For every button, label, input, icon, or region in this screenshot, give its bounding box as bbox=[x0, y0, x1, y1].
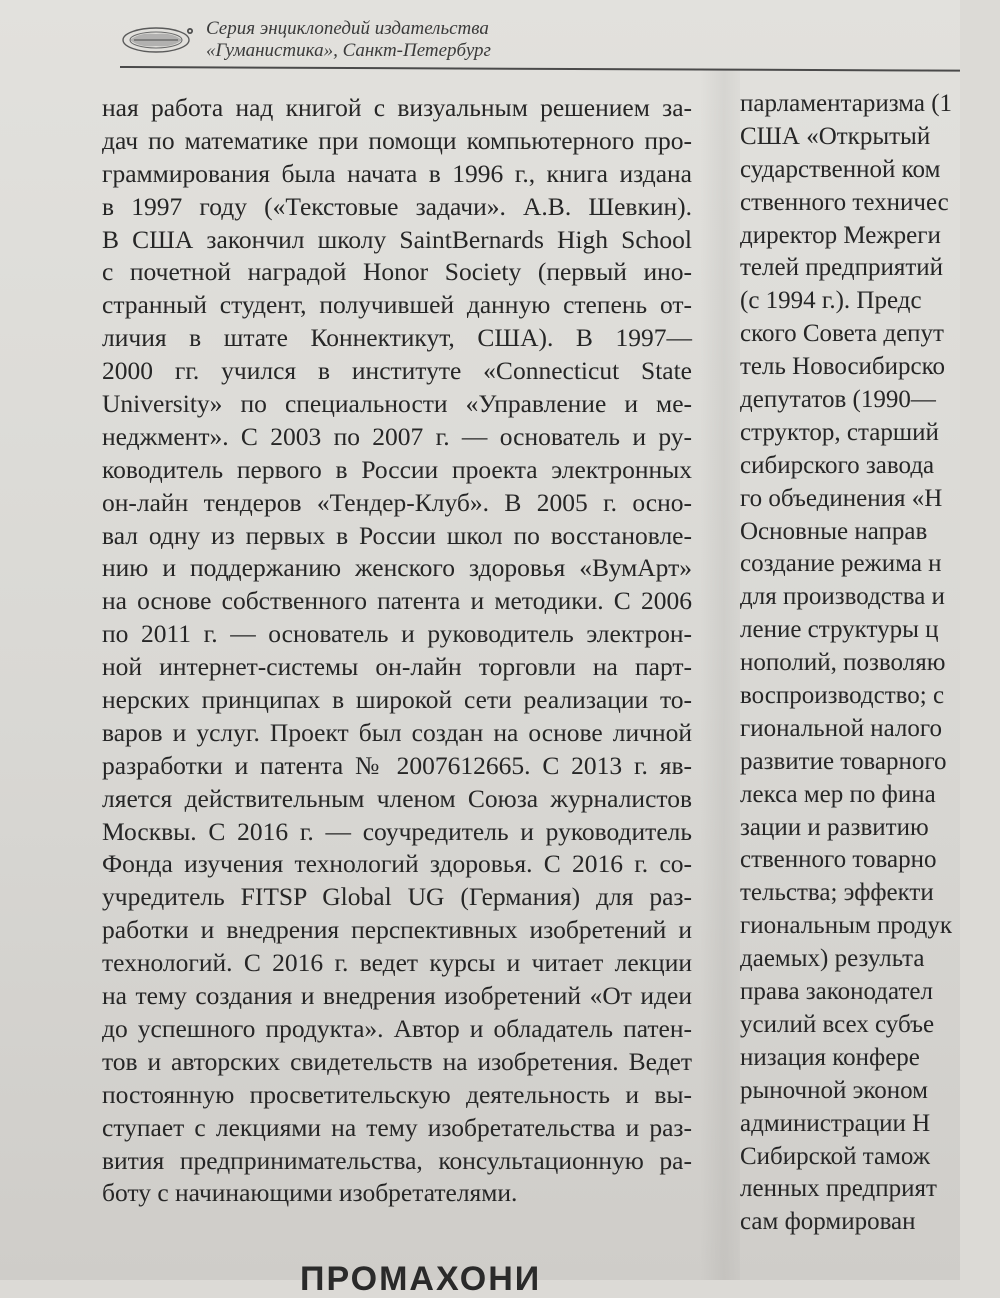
left-text-column bbox=[102, 92, 702, 1210]
text-line: с почетной наградой Honor Society (первый ино- bbox=[102, 257, 692, 287]
text-line: лекса мер по фина bbox=[740, 780, 936, 808]
text-line: учредитель FITSP Global UG (Германия) для раз- bbox=[102, 882, 692, 912]
text-line: права законодател bbox=[740, 978, 933, 1006]
text-line: воспроизводство; с bbox=[740, 682, 945, 710]
text-line: на основе собственного патента и методики. С 2006 bbox=[102, 586, 692, 616]
text-line: США «Открытый bbox=[740, 122, 931, 150]
text-line: вал одну из первых в России школ по восстановле- bbox=[102, 520, 692, 550]
text-line: для производства и bbox=[740, 583, 945, 611]
text-line: низация конфере bbox=[740, 1043, 920, 1071]
text-line: депутатов (1990— bbox=[740, 386, 936, 414]
text-line: В США закончил школу SaintBernards High School bbox=[102, 224, 692, 254]
text-line: University» по специальности «Управление и ме- bbox=[102, 389, 692, 419]
text-line: сам формирован bbox=[740, 1208, 916, 1236]
text-line: ная работа над книгой с визуальным решением за- bbox=[102, 93, 692, 122]
text-line: граммирования была начата в 1996 г., книга издана bbox=[102, 158, 692, 188]
text-line: администрации Н bbox=[740, 1109, 931, 1137]
text-line: тель Новосибирско bbox=[740, 353, 946, 381]
text-line: разработки и патента № 2007612665. С 2013 г. яв- bbox=[102, 750, 692, 780]
text-line: зации и развитию bbox=[740, 813, 929, 841]
text-line: неджмент». С 2003 по 2007 г. — основатель и ру- bbox=[102, 421, 692, 451]
header-rule bbox=[120, 66, 960, 72]
text-line: он-лайн тендеров «Тендер-Клуб». В 2005 г. осно- bbox=[102, 487, 692, 517]
text-line: создание режима н bbox=[740, 550, 942, 578]
series-line-1: Серия энциклопедий издательства bbox=[206, 18, 489, 39]
text-line: боту с начинающими изобретателями. bbox=[102, 1178, 518, 1208]
text-line: Фонда изучения технологий здоровья. С 2016 г. со- bbox=[102, 849, 692, 879]
text-line: технологий. С 2016 г. ведет курсы и читает лекции bbox=[102, 948, 692, 978]
text-line: сибирского завода bbox=[740, 451, 935, 479]
text-line: работки и внедрения перспективных изобретений и bbox=[102, 915, 692, 945]
text-line: на тему создания и внедрения изобретений «От идеи bbox=[102, 981, 692, 1011]
text-line: гиональной налого bbox=[740, 714, 943, 742]
text-line: рыночной эконом bbox=[740, 1076, 928, 1104]
text-line: ление структуры ц bbox=[740, 616, 939, 644]
page-header bbox=[120, 14, 540, 64]
text-line: личия в штате Коннектикут, США). В 1997— bbox=[102, 323, 692, 353]
text-line: нию и поддержанию женского здоровья «ВумАрт» bbox=[102, 553, 692, 583]
text-line: постоянную просветительскую деятельность и вы- bbox=[102, 1079, 692, 1109]
text-line: ленных предприят bbox=[740, 1175, 937, 1203]
text-line: даемых) результа bbox=[740, 945, 925, 973]
text-line: структор, старший bbox=[740, 418, 939, 446]
text-line: ского Совета депут bbox=[740, 320, 944, 348]
text-line: гиональным продук bbox=[740, 912, 952, 940]
text-line: ляется действительным членом Союза журналистов bbox=[102, 783, 692, 813]
text-line: нополий, позволяю bbox=[740, 649, 946, 677]
text-line: сударственной ком bbox=[740, 155, 941, 183]
text-line: ководитель первого в России проекта электронных bbox=[102, 454, 692, 484]
text-line: тов и авторских свидетельств на изобретения. Ведет bbox=[102, 1046, 692, 1076]
text-line: ственного техничес bbox=[740, 188, 949, 216]
text-line: ной интернет-системы он-лайн торговли на парт- bbox=[102, 652, 692, 682]
text-line: (с 1994 г.). Предс bbox=[740, 287, 922, 315]
text-line: Основные направ bbox=[740, 517, 928, 545]
text-line: нерских принципах в широкой сети реализации то- bbox=[102, 685, 692, 715]
text-line: ступает с лекциями на тему изобретательства и раз- bbox=[102, 1112, 692, 1142]
ornament-logo-icon bbox=[120, 22, 198, 56]
heading-fragment: ПРОМАХОНИ bbox=[300, 1260, 542, 1298]
text-line: Москвы. С 2016 г. — соучредитель и руководитель bbox=[102, 816, 692, 846]
text-line: развитие товарного bbox=[740, 747, 947, 775]
text-line: 2000 гг. учился в институте «Connecticut State bbox=[102, 356, 692, 386]
cropped-heading bbox=[300, 1260, 700, 1298]
page-gutter-shadow bbox=[700, 70, 740, 1280]
text-line: парламентаризма (1 bbox=[740, 90, 953, 117]
text-line: усилий всех субъе bbox=[740, 1010, 935, 1038]
text-line: вития предпринимательства, консультационную ра- bbox=[102, 1145, 692, 1175]
right-text-column bbox=[740, 88, 1000, 1239]
text-line: варов и услуг. Проект был создан на основе личной bbox=[102, 717, 692, 747]
text-line: го объединения «Н bbox=[740, 484, 943, 512]
text-line: директор Межреги bbox=[740, 221, 941, 249]
text-line: в 1997 году («Текстовые задачи». А.В. Шевкин). bbox=[102, 191, 692, 221]
text-line: ственного товарно bbox=[740, 846, 937, 874]
text-line: Сибирской тамож bbox=[740, 1142, 931, 1170]
text-line: странный студент, получившей данную степень от- bbox=[102, 290, 692, 320]
text-line: телей предприятий bbox=[740, 254, 944, 282]
text-line: до успешного продукта». Автор и обладатель патен- bbox=[102, 1013, 692, 1043]
text-line: по 2011 г. — основатель и руководитель электрон- bbox=[102, 619, 692, 649]
series-line-2: «Гуманистика», Санкт-Петербург bbox=[206, 40, 491, 61]
text-line: тельства; эффекти bbox=[740, 879, 934, 907]
series-title bbox=[206, 18, 491, 62]
text-line: дач по математике при помощи компьютерного про- bbox=[102, 125, 692, 155]
